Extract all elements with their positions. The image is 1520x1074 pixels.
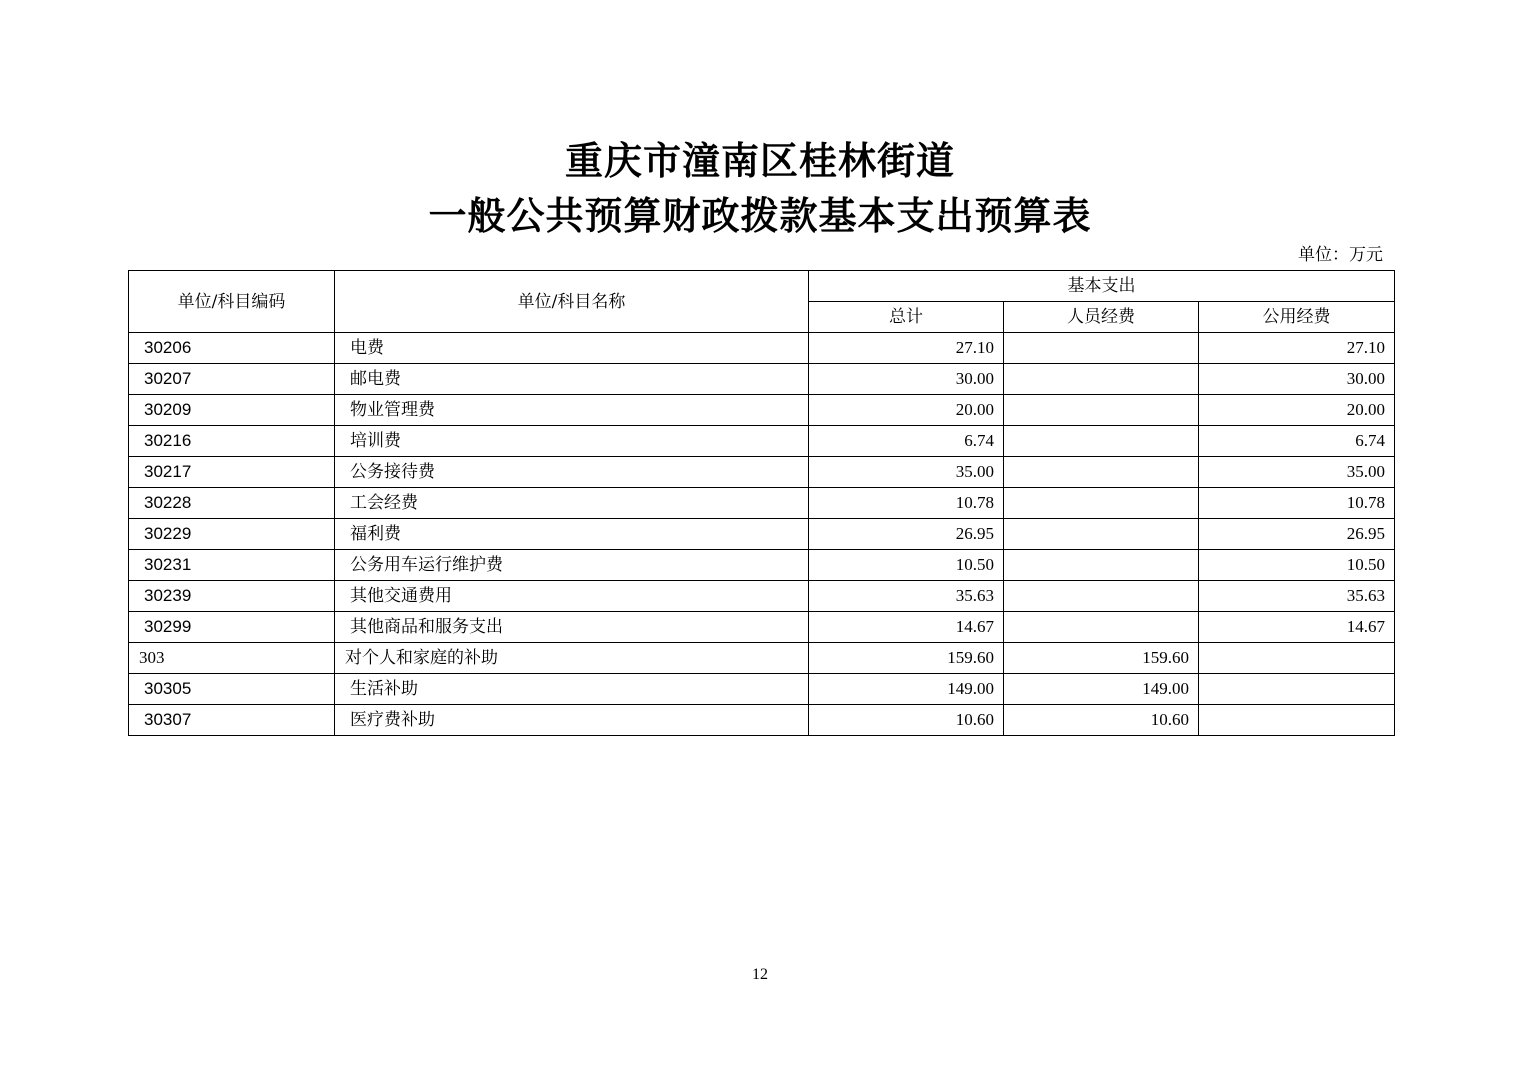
header-personnel: 人员经费 bbox=[1004, 302, 1199, 333]
row-total: 30.00 bbox=[809, 364, 1004, 395]
row-name: 福利费 bbox=[335, 519, 809, 550]
row-name: 对个人和家庭的补助 bbox=[335, 643, 809, 674]
row-name: 邮电费 bbox=[335, 364, 809, 395]
row-personnel bbox=[1004, 488, 1199, 519]
row-personnel: 10.60 bbox=[1004, 705, 1199, 736]
row-public: 6.74 bbox=[1199, 426, 1395, 457]
header-total: 总计 bbox=[809, 302, 1004, 333]
header-basic-expenditure: 基本支出 bbox=[809, 271, 1395, 302]
row-personnel bbox=[1004, 612, 1199, 643]
row-name: 公务接待费 bbox=[335, 457, 809, 488]
table-row bbox=[129, 581, 1395, 612]
row-code: 30216 bbox=[129, 426, 335, 457]
row-public bbox=[1199, 643, 1395, 674]
page-title-line-1: 重庆市潼南区桂林街道 bbox=[564, 138, 955, 183]
row-code: 30209 bbox=[129, 395, 335, 426]
row-code: 30299 bbox=[129, 612, 335, 643]
row-public: 10.78 bbox=[1199, 488, 1395, 519]
row-personnel bbox=[1004, 519, 1199, 550]
row-name: 医疗费补助 bbox=[335, 705, 809, 736]
table-row bbox=[129, 550, 1395, 581]
row-name: 公务用车运行维护费 bbox=[335, 550, 809, 581]
row-code: 30206 bbox=[129, 333, 335, 364]
row-name: 电费 bbox=[335, 333, 809, 364]
row-personnel bbox=[1004, 364, 1199, 395]
row-public: 14.67 bbox=[1199, 612, 1395, 643]
row-public: 35.63 bbox=[1199, 581, 1395, 612]
header-name: 单位/科目名称 bbox=[335, 271, 809, 333]
row-total: 27.10 bbox=[809, 333, 1004, 364]
row-code: 30239 bbox=[129, 581, 335, 612]
row-personnel bbox=[1004, 457, 1199, 488]
row-total: 35.00 bbox=[809, 457, 1004, 488]
row-total: 20.00 bbox=[809, 395, 1004, 426]
row-personnel bbox=[1004, 581, 1199, 612]
row-total: 10.78 bbox=[809, 488, 1004, 519]
table-header bbox=[129, 271, 1395, 333]
row-personnel bbox=[1004, 426, 1199, 457]
row-total: 159.60 bbox=[809, 643, 1004, 674]
header-code: 单位/科目编码 bbox=[129, 271, 335, 333]
row-public: 20.00 bbox=[1199, 395, 1395, 426]
table-row bbox=[129, 488, 1395, 519]
row-code: 30229 bbox=[129, 519, 335, 550]
row-total: 35.63 bbox=[809, 581, 1004, 612]
page-number: 12 bbox=[752, 966, 768, 983]
row-public bbox=[1199, 705, 1395, 736]
row-name: 工会经费 bbox=[335, 488, 809, 519]
row-total: 6.74 bbox=[809, 426, 1004, 457]
row-public: 10.50 bbox=[1199, 550, 1395, 581]
table-row bbox=[129, 395, 1395, 426]
unit-label: 单位：万元 bbox=[1298, 245, 1383, 265]
table-body bbox=[129, 333, 1395, 736]
row-code: 303 bbox=[129, 643, 335, 674]
table-row bbox=[129, 333, 1395, 364]
table-row bbox=[129, 674, 1395, 705]
table-row bbox=[129, 705, 1395, 736]
row-personnel bbox=[1004, 333, 1199, 364]
row-name: 培训费 bbox=[335, 426, 809, 457]
page-title-line-2: 一般公共预算财政拨款基本支出预算表 bbox=[428, 193, 1092, 238]
row-public: 35.00 bbox=[1199, 457, 1395, 488]
row-public: 30.00 bbox=[1199, 364, 1395, 395]
row-code: 30231 bbox=[129, 550, 335, 581]
row-name: 生活补助 bbox=[335, 674, 809, 705]
row-total: 14.67 bbox=[809, 612, 1004, 643]
table-row bbox=[129, 612, 1395, 643]
row-code: 30207 bbox=[129, 364, 335, 395]
row-personnel: 149.00 bbox=[1004, 674, 1199, 705]
table-row bbox=[129, 426, 1395, 457]
row-name: 其他交通费用 bbox=[335, 581, 809, 612]
row-public: 26.95 bbox=[1199, 519, 1395, 550]
row-code: 30307 bbox=[129, 705, 335, 736]
row-name: 物业管理费 bbox=[335, 395, 809, 426]
row-public: 27.10 bbox=[1199, 333, 1395, 364]
row-total: 26.95 bbox=[809, 519, 1004, 550]
row-code: 30228 bbox=[129, 488, 335, 519]
row-personnel bbox=[1004, 395, 1199, 426]
table-row bbox=[129, 519, 1395, 550]
table-row bbox=[129, 364, 1395, 395]
row-total: 10.50 bbox=[809, 550, 1004, 581]
row-personnel bbox=[1004, 550, 1199, 581]
budget-table bbox=[128, 270, 1395, 736]
row-code: 30217 bbox=[129, 457, 335, 488]
table-row bbox=[129, 457, 1395, 488]
table-row bbox=[129, 643, 1395, 674]
row-code: 30305 bbox=[129, 674, 335, 705]
row-public bbox=[1199, 674, 1395, 705]
row-name: 其他商品和服务支出 bbox=[335, 612, 809, 643]
header-public: 公用经费 bbox=[1199, 302, 1395, 333]
row-total: 149.00 bbox=[809, 674, 1004, 705]
row-personnel: 159.60 bbox=[1004, 643, 1199, 674]
row-total: 10.60 bbox=[809, 705, 1004, 736]
